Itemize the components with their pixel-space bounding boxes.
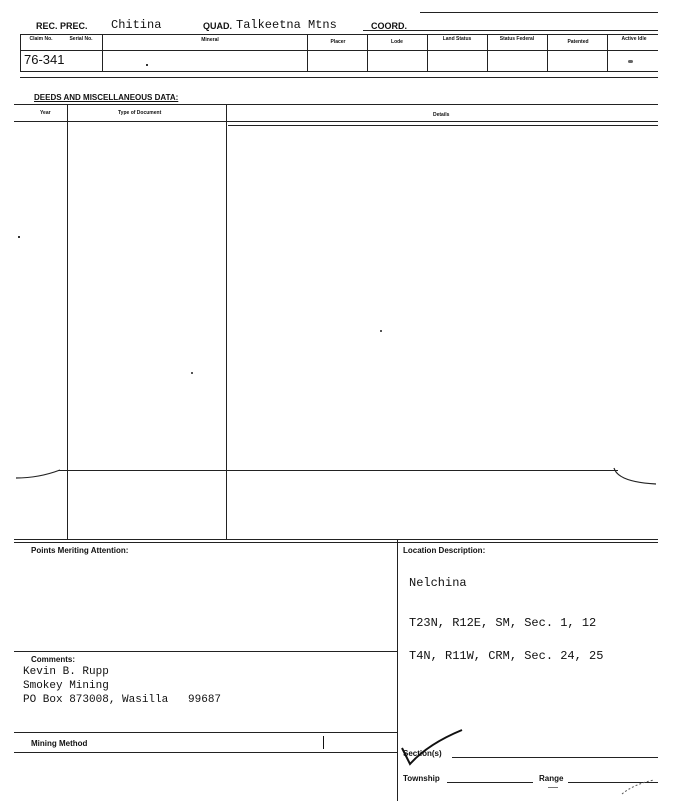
col-header-type: Type of Document bbox=[118, 110, 162, 116]
speck bbox=[380, 330, 382, 332]
col-divider bbox=[427, 34, 428, 71]
comments-line-3: PO Box 873008, Wasilla 99687 bbox=[23, 694, 222, 706]
col-divider bbox=[487, 34, 488, 71]
col-header-placer: Placer bbox=[330, 39, 346, 45]
deeds-section-title: DEEDS AND MISCELLANEOUS DATA: bbox=[34, 93, 179, 102]
col-header-land-status: Land Status bbox=[442, 36, 472, 42]
mining-method-rule-bottom bbox=[14, 752, 397, 753]
speck bbox=[548, 787, 558, 788]
comments-rule bbox=[14, 651, 397, 652]
col-header-active-idle: Active Idle bbox=[621, 36, 647, 42]
mining-method-mark bbox=[323, 736, 324, 749]
col-header-lode: Lode bbox=[391, 39, 403, 45]
col-divider bbox=[607, 34, 608, 71]
fold-curve-left bbox=[14, 466, 64, 484]
lower-section-top bbox=[14, 539, 658, 540]
rec-prec-value: Chitina bbox=[111, 18, 162, 32]
col-header-patented: Patented bbox=[567, 39, 589, 45]
speck bbox=[18, 236, 20, 238]
header-rule bbox=[363, 30, 658, 31]
fold-curve-right bbox=[612, 466, 662, 488]
location-line-2: T4N, R11W, CRM, Sec. 24, 25 bbox=[409, 649, 604, 663]
comments-line-2: Smokey Mining bbox=[23, 680, 109, 692]
points-label: Points Meriting Attention: bbox=[31, 546, 129, 555]
col-header-details: Details bbox=[433, 112, 450, 118]
claims-table-top bbox=[20, 34, 658, 35]
section-label: Section(s) bbox=[403, 749, 442, 758]
col-header-year: Year bbox=[40, 110, 51, 116]
deeds-col-divider bbox=[67, 104, 68, 539]
township-label: Township bbox=[403, 774, 440, 783]
location-line-1: T23N, R12E, SM, Sec. 1, 12 bbox=[409, 616, 597, 630]
col-divider bbox=[367, 34, 368, 71]
mining-method-label: Mining Method bbox=[31, 739, 88, 748]
lower-section-top2 bbox=[14, 542, 658, 543]
range-label: Range bbox=[539, 774, 564, 783]
comments-line-1: Kevin B. Rupp bbox=[23, 666, 109, 678]
mining-method-rule-top bbox=[14, 732, 397, 733]
col-divider bbox=[547, 34, 548, 71]
claim-number-cell: 76-341 bbox=[24, 52, 65, 67]
claims-table-bottom2 bbox=[20, 77, 658, 78]
township-rule bbox=[447, 782, 533, 783]
section-rule bbox=[452, 757, 658, 758]
col-header-mineral: Mineral bbox=[201, 37, 219, 43]
speck bbox=[628, 60, 633, 63]
deeds-col-divider bbox=[226, 104, 227, 539]
col-divider bbox=[307, 34, 308, 71]
fold-line bbox=[58, 470, 618, 471]
col-divider bbox=[20, 34, 21, 71]
speck bbox=[146, 64, 148, 66]
location-area: Nelchina bbox=[409, 576, 467, 590]
claims-table-bottom bbox=[20, 71, 658, 72]
col-header-serial-no: Serial No. bbox=[69, 36, 93, 42]
quad-label: QUAD. bbox=[203, 21, 232, 31]
quad-value: Talkeetna Mtns bbox=[236, 18, 337, 32]
check-mark-icon bbox=[398, 726, 468, 770]
col-divider bbox=[102, 34, 103, 71]
deeds-table-top bbox=[14, 104, 658, 105]
location-label: Location Description: bbox=[403, 546, 486, 555]
deeds-table-header-bottom bbox=[14, 121, 658, 122]
comments-label: Comments: bbox=[31, 655, 76, 664]
deeds-table-header-bottom2 bbox=[228, 125, 658, 126]
rec-prec-label: REC. PREC. bbox=[36, 21, 88, 31]
header-rule-top bbox=[420, 12, 658, 13]
coord-label: COORD. bbox=[371, 21, 407, 31]
claims-table-header-bottom bbox=[20, 50, 658, 51]
col-header-status-federal: Status Federal bbox=[499, 36, 535, 42]
corner-scribble bbox=[620, 778, 660, 798]
speck bbox=[191, 372, 193, 374]
col-header-claim-no: Claim No. bbox=[29, 36, 53, 42]
